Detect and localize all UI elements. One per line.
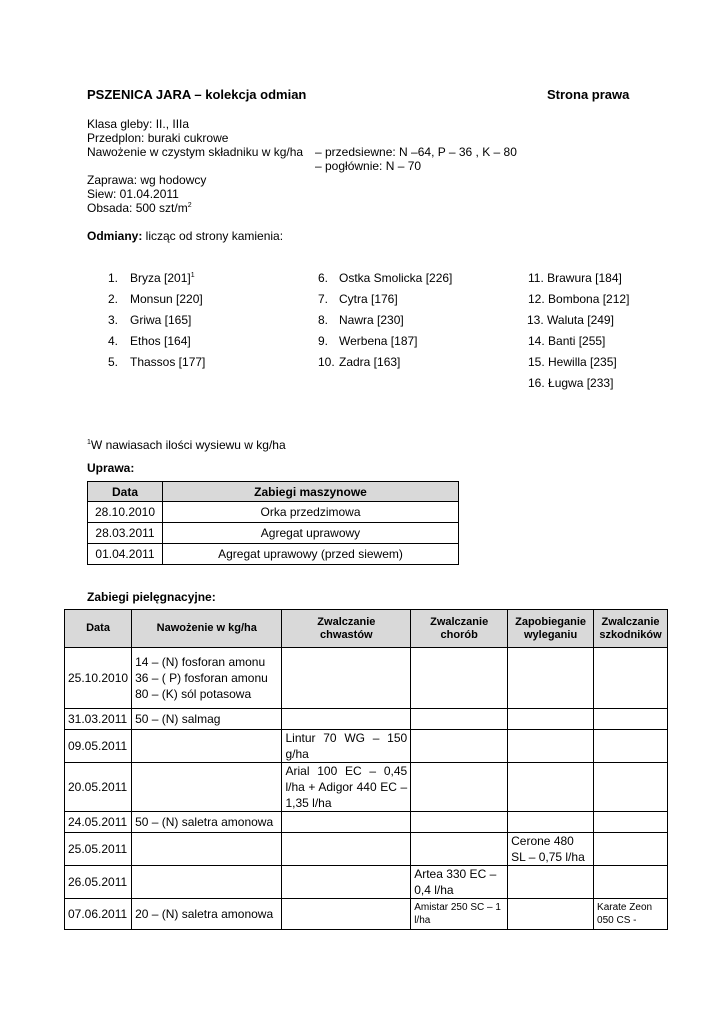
header-data: Data [65,610,132,648]
list-item [130,271,195,285]
cell-choroby [411,763,508,812]
list-item: 7. [318,292,329,306]
cell-date: 20.05.2011 [65,763,132,812]
list-sup: 1 [190,272,195,279]
cell-nawozenie [132,866,282,899]
cell-wyleganie [508,866,594,899]
list-item [108,334,118,348]
cell-date: 26.05.2011 [65,866,132,899]
zabiegi-heading: Zabiegi pielęgnacyjne: [87,590,216,604]
list-item [108,292,118,306]
list-item: 14. Banti [255] [528,334,606,348]
nawozenie-label: Nawożenie w czystym składniku w kg/ha [87,145,304,159]
header-data: Data [88,482,163,502]
siew: Siew: 01.04.2011 [87,187,179,201]
table-row [65,648,668,709]
nawozenie-poglowne: – pogłównie: N – 70 [315,159,422,173]
footnote [87,438,286,452]
zabiegi-table [64,609,668,930]
cell-szkodniki [594,763,668,812]
cell-szkodniki [594,730,668,763]
odmiany-heading [87,229,283,243]
cell-szkodniki: Karate Zeon 050 CS - [594,899,668,930]
cell-chwasty [282,648,411,709]
zaprawa: Zaprawa: wg hodowcy [87,173,207,187]
cell-wyleganie: Cerone 480 SL – 0,75 l/ha [508,833,594,866]
cell-wyleganie [508,763,594,812]
cell-chwasty [282,833,411,866]
table-row [65,709,668,730]
cell-zabieg: Orka przedzimowa [163,502,459,523]
przedplon: Przedplon: buraki cukrowe [87,131,229,145]
cell-nawozenie [132,763,282,812]
obsada-text: Obsada: 500 szt/m [87,201,188,215]
cell-chwasty: Lintur 70 WG – 150 g/ha [282,730,411,763]
list-item: Ostka Smolicka [226] [339,271,453,285]
list-item: 10. [318,355,335,369]
cell-zabieg: Agregat uprawowy (przed siewem) [163,544,459,565]
list-item: Werbena [187] [339,334,418,348]
cell-chwasty [282,866,411,899]
table-row [88,523,459,544]
table-row [65,866,668,899]
klasa-gleby: Klasa gleby: II., IIIa [87,117,190,131]
header-nawozenie: Nawożenie w kg/ha [132,610,282,648]
cell-date: 28.10.2010 [88,502,163,523]
cell-date: 09.05.2011 [65,730,132,763]
cell-date: 25.10.2010 [65,648,132,709]
cell-wyleganie [508,812,594,833]
uprawa-heading: Uprawa: [87,461,135,475]
cell-choroby: Artea 330 EC – 0,4 l/ha [411,866,508,899]
list-num: 3. [108,313,119,327]
cell-wyleganie [508,648,594,709]
cell-choroby [411,709,508,730]
table-row [65,730,668,763]
cell-szkodniki [594,866,668,899]
odmiany-text: licząc od strony kamienia: [142,229,284,243]
cell-szkodniki [594,833,668,866]
header-wyleganie: Zapobieganie wyleganiu [508,610,594,648]
cell-szkodniki [594,648,668,709]
cell-date: 24.05.2011 [65,812,132,833]
cell-szkodniki [594,709,668,730]
obsada [87,201,192,215]
table-row [65,763,668,812]
list-name: Bryza [201] [130,271,191,285]
nawozenie-przedsiewne: – przedsiewne: N –64, P – 36 , K – 80 [315,145,517,159]
cell-chwasty: Arial 100 EC – 0,45 l/ha + Adigor 440 EC – 1,35 l/ha [282,763,411,812]
list-item: 8. [318,313,329,327]
list-item [108,271,118,285]
odmiany-label: Odmiany: [87,229,143,243]
header-chwasty: Zwalczanie chwastów [282,610,411,648]
list-item: Cytra [176] [339,292,398,306]
cell-choroby [411,730,508,763]
list-item [108,355,118,369]
list-item: 13. Waluta [249] [527,313,614,327]
list-item: Zadra [163] [339,355,401,369]
list-item: 9. [318,334,329,348]
obsada-sup: 2 [187,202,192,209]
cell-date: 25.05.2011 [65,833,132,866]
cell-choroby: Amistar 250 SC – 1 l/ha [411,899,508,930]
uprawa-table [87,481,459,565]
cell-chwasty [282,899,411,930]
list-item: Thassos [177] [130,355,206,369]
table-row [88,502,459,523]
table-row [88,544,459,565]
table-row [65,899,668,930]
list-num: 5. [108,355,119,369]
list-item: 15. Hewilla [235] [528,355,617,369]
header-zabiegi-maszynowe: Zabiegi maszynowe [163,482,459,502]
table-row [65,833,668,866]
cell-wyleganie [508,709,594,730]
cell-nawozenie: 50 – (N) salmag [132,709,282,730]
list-item: 6. [318,271,329,285]
table-header-row [88,482,459,502]
cell-choroby [411,833,508,866]
list-item: Griwa [165] [130,313,192,327]
list-num: 1. [108,271,119,285]
table-header-row [65,610,668,648]
cell-zabieg: Agregat uprawowy [163,523,459,544]
cell-date: 28.03.2011 [88,523,163,544]
header-choroby: Zwalczanie chorób [411,610,508,648]
list-item: 16. Ługwa [233] [528,376,614,390]
table-row [65,812,668,833]
cell-wyleganie [508,730,594,763]
list-item: 11. Brawura [184] [528,271,622,285]
cell-date: 07.06.2011 [65,899,132,930]
cell-nawozenie: 20 – (N) saletra amonowa [132,899,282,930]
cell-nawozenie [132,730,282,763]
list-num: 2. [108,292,119,306]
page-side: Strona prawa [547,87,630,102]
list-item [108,313,118,327]
list-item: Nawra [230] [339,313,404,327]
footnote-text: W nawiasach ilości wysiewu w kg/ha [90,438,286,452]
cell-nawozenie [132,833,282,866]
page-title: PSZENICA JARA – kolekcja odmian [87,87,307,102]
header-szkodniki: Zwalczanie szkodników [594,610,668,648]
cell-chwasty [282,709,411,730]
cell-nawozenie: 14 – (N) fosforan amonu 36 – ( P) fosforan amonu 80 – (K) sól potasowa [132,648,282,709]
footnote-sup: 1 [87,439,91,446]
list-item: Ethos [164] [130,334,191,348]
cell-nawozenie: 50 – (N) saletra amonowa [132,812,282,833]
cell-date: 31.03.2011 [65,709,132,730]
list-item: Monsun [220] [130,292,203,306]
cell-szkodniki [594,812,668,833]
cell-chwasty [282,812,411,833]
list-item: 12. Bombona [212] [528,292,630,306]
cell-wyleganie [508,899,594,930]
cell-choroby [411,812,508,833]
cell-date: 01.04.2011 [88,544,163,565]
list-num: 4. [108,334,119,348]
cell-choroby [411,648,508,709]
